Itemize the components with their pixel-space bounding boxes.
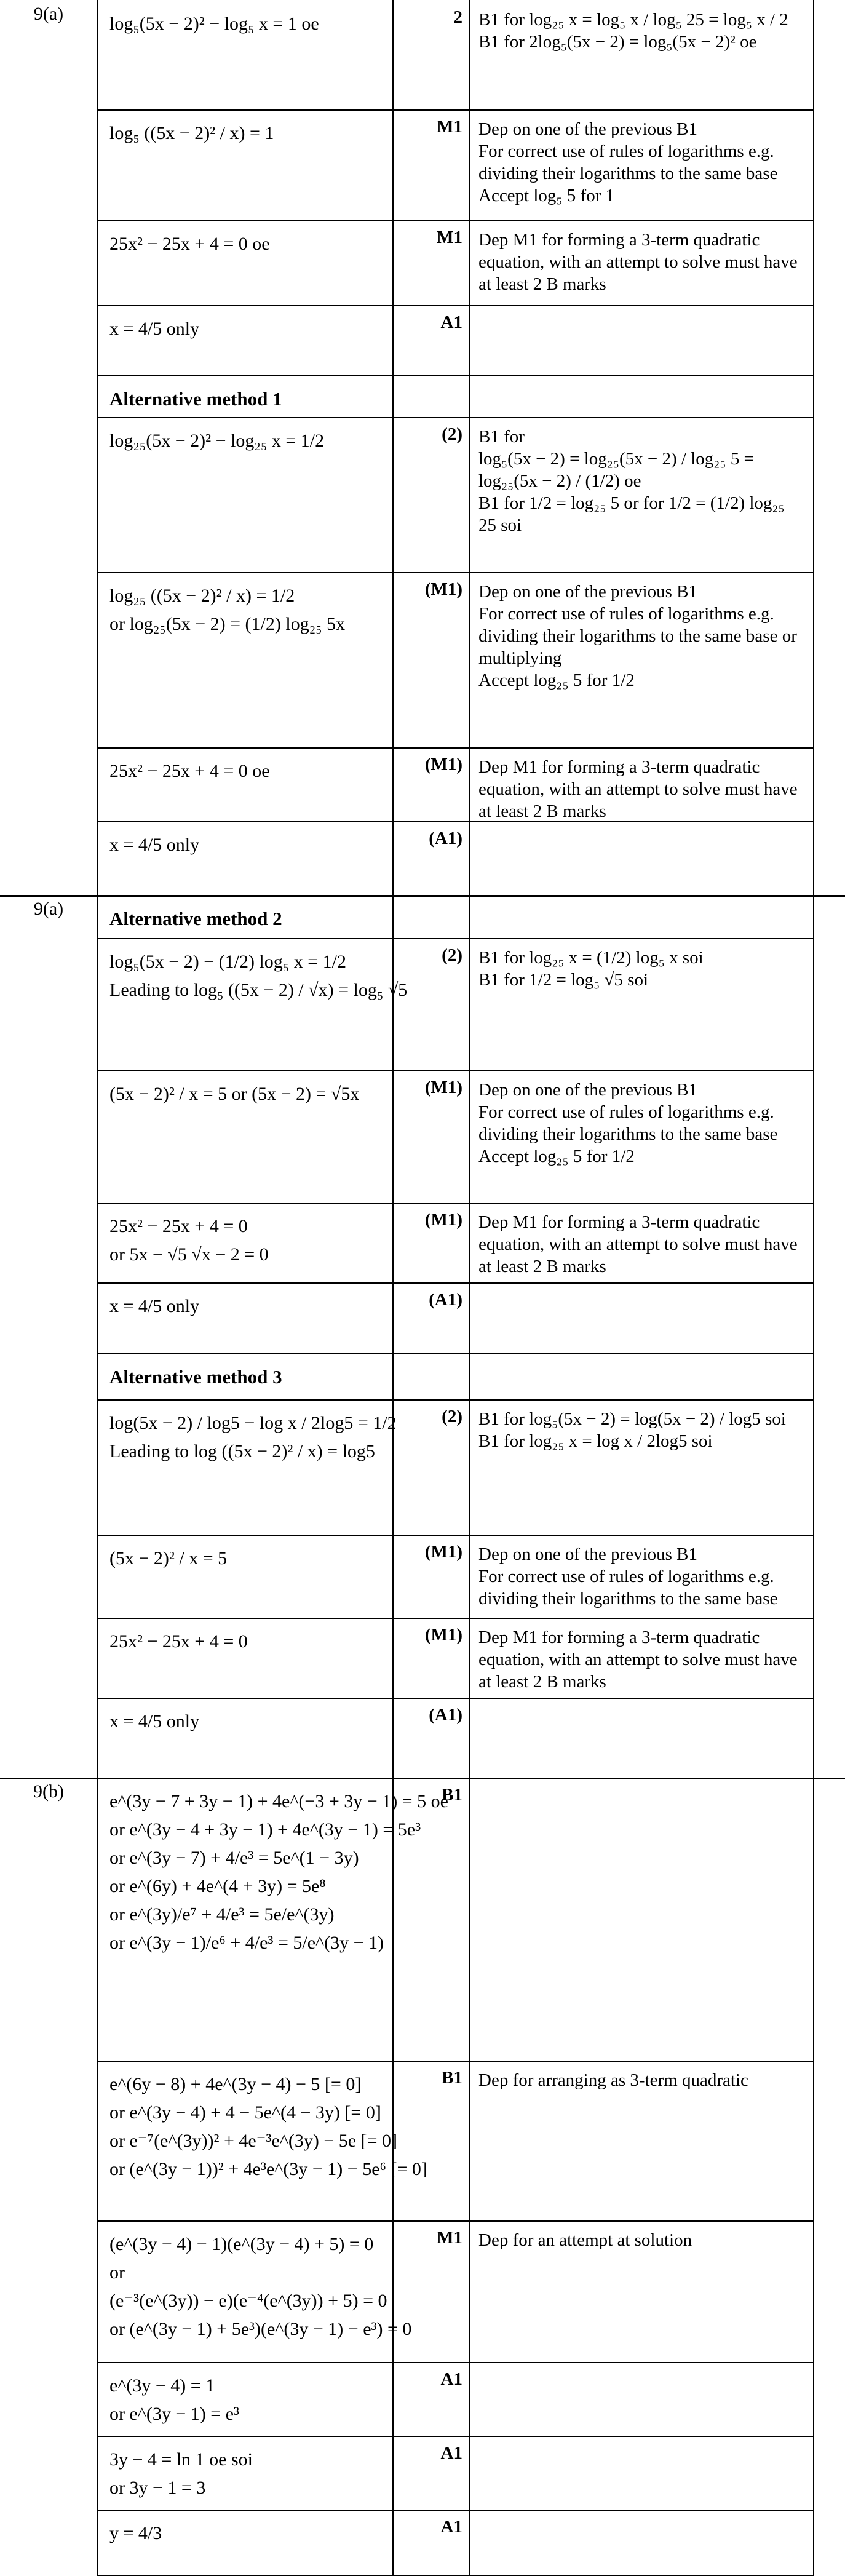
guidance-cell [469,747,813,821]
answer-cell [97,895,392,938]
question-number [0,2061,97,2220]
guidance-line: For correct use of rules of logarithms e.g. dividing their logarithms to the same base or multiplying [478,604,797,668]
guidance-line: Accept log₅ 5 for 1 [478,186,615,205]
row-divider [97,2061,813,2062]
guidance-cell [469,1353,813,1399]
question-number [0,417,97,572]
mark-value: (2) [442,1407,462,1426]
row-divider [0,1778,845,1779]
guidance-cell [469,220,813,305]
answer-cell [97,572,392,747]
answer-cell [97,2220,412,2362]
answer-line: log₅(5x − 2) − (1/2) log₅ x = 1/2 [109,952,346,972]
row-divider [97,747,813,749]
row-divider [97,2220,813,2222]
mark-value: (2) [442,945,462,965]
guidance-cell [469,1070,813,1203]
answer-line: or e⁻⁷(e^(3y))² + 4e⁻³e^(3y) − 5e [= 0] [109,2131,398,2151]
answer-cell [97,2510,392,2576]
question-number [0,1070,97,1203]
guidance-line: Dep M1 for forming a 3-term quadratic equation, with an attempt to solve must have at least 2 B marks [478,1212,798,1276]
answer-cell [97,1399,397,1535]
guidance-cell [469,821,813,895]
answer-cell [97,1618,392,1698]
column-divider [97,0,98,2576]
guidance-cell [469,2510,813,2576]
guidance-line: B1 for log₅(5x − 2) = log(5x − 2) / log5 soi [478,1409,786,1429]
row-divider [0,895,845,897]
answer-line: (e⁻³(e^(3y)) − e)(e⁻⁴(e^(3y)) + 5) = 0 [109,2291,387,2311]
scheme-row [0,1618,845,1698]
question-number [0,2436,97,2510]
answer-cell [97,1282,392,1353]
row-divider [97,305,813,306]
guidance-cell [469,1282,813,1353]
mark-value: A1 [440,312,462,332]
answer-cell [97,305,392,375]
row-divider [97,417,813,418]
scheme-row [0,1070,845,1203]
answer-cell [97,2362,392,2436]
answer-line: e^(6y − 8) + 4e^(3y − 4) − 5 [= 0] [109,2074,362,2094]
guidance-line: Dep M1 for forming a 3-term quadratic equation, with an attempt to solve must have at least 2 B marks [478,230,798,294]
guidance-cell [469,1399,813,1535]
answer-line: or e^(3y − 4) + 4 − 5e^(4 − 3y) [= 0] [109,2102,381,2123]
answer-line: or e^(3y − 4 + 3y − 1) + 4e^(3y − 1) = 5e³ [109,1819,421,1840]
guidance-cell [469,1203,813,1282]
scheme-row [0,2436,845,2510]
guidance-line: Dep M1 for forming a 3-term quadratic equation, with an attempt to solve must have at least 2 B marks [478,757,798,821]
scheme-row [0,1399,845,1535]
scheme-row [0,1698,845,1778]
guidance-line: B1 for log₂₅ x = log₅ x / log₅ 25 = log₅ x / 2 [478,10,788,30]
answer-line: (e^(3y − 4) − 1)(e^(3y − 4) + 5) = 0 [109,2234,374,2254]
scheme-row [0,109,845,220]
answer-cell [97,220,392,305]
guidance-line: Dep on one of the previous B1 [478,582,697,602]
question-number [0,1353,97,1399]
scheme-row [0,747,845,821]
answer-line: (5x − 2)² / x = 5 [109,1548,228,1568]
question-number [0,1535,97,1618]
scheme-row [0,1778,845,2061]
guidance-cell [469,0,813,109]
scheme-row [0,821,845,895]
answer-line: Leading to log₅ ((5x − 2) / √x) = log₅ √5 [109,980,408,1000]
mark-value: (A1) [429,829,462,848]
answer-line: x = 4/5 only [109,1711,200,1731]
column-divider [469,0,470,2576]
row-divider [97,2510,813,2511]
guidance-cell [469,2220,813,2362]
question-number: 9(a) [33,4,64,24]
answer-line: or 3y − 1 = 3 [109,2478,206,2498]
answer-cell [97,1070,392,1203]
mark-value: M1 [437,228,462,247]
question-number [0,220,97,305]
answer-line: x = 4/5 only [109,319,200,339]
scheme-row [0,938,845,1070]
mark-value: (2) [442,424,462,444]
scheme-row [0,2510,845,2576]
guidance-line: Dep on one of the previous B1 [478,1080,697,1100]
guidance-line: B1 for [478,427,525,447]
mark-value: (A1) [429,1705,462,1725]
guidance-cell [469,1698,813,1778]
answer-line: e^(3y − 7 + 3y − 1) + 4e^(−3 + 3y − 1) = 5 oe [109,1791,448,1811]
row-divider [97,1399,813,1401]
guidance-line: Accept log₂₅ 5 for 1/2 [478,670,635,690]
scheme-row [0,2220,845,2362]
row-divider [97,572,813,573]
guidance-line: B1 for log₂₅ x = log x / 2log5 soi [478,1431,713,1451]
method-heading: Alternative method 2 [109,908,282,929]
question-number [0,1618,97,1698]
guidance-cell [469,375,813,417]
mark-value: (M1) [424,1542,462,1562]
question-number [0,2362,97,2436]
answer-line: log₅(5x − 2)² − log₅ x = 1 oe [109,14,319,34]
row-divider [97,1618,813,1619]
answer-line: 25x² − 25x + 4 = 0 [109,1631,248,1652]
answer-cell [97,109,392,220]
guidance-cell [469,1535,813,1618]
answer-line: 25x² − 25x + 4 = 0 [109,1216,248,1236]
answer-line: or [109,2262,125,2283]
answer-line: 25x² − 25x + 4 = 0 oe [109,761,270,781]
answer-line: or log₂₅(5x − 2) = (1/2) log₂₅ 5x [109,614,346,634]
guidance-cell [469,572,813,747]
mark-value [392,1353,469,1399]
row-divider [97,938,813,939]
method-heading: Alternative method 1 [109,388,282,410]
answer-cell [97,1203,392,1282]
guidance-line: Dep on one of the previous B1 [478,1544,697,1564]
scheme-row [0,2061,845,2220]
guidance-line: For correct use of rules of logarithms e.g. dividing their logarithms to the same base [478,1567,778,1608]
answer-line: 25x² − 25x + 4 = 0 oe [109,234,270,254]
answer-line: or e^(3y)/e⁷ + 4/e³ = 5e/e^(3y) [109,1904,335,1925]
question-number [0,305,97,375]
question-number [0,938,97,1070]
mark-value: (M1) [424,1210,462,1230]
answer-cell [97,1353,392,1399]
row-divider [97,821,813,822]
row-divider [97,1535,813,1536]
guidance-line: B1 for log₂₅ x = (1/2) log₅ x soi [478,948,704,968]
answer-line: log₂₅ ((5x − 2)² / x) = 1/2 [109,586,295,606]
guidance-cell [469,2362,813,2436]
scheme-row [0,1282,845,1353]
scheme-row [0,305,845,375]
scheme-row [0,1535,845,1618]
guidance-line: B1 for 2log₅(5x − 2) = log₅(5x − 2)² oe [478,32,757,52]
answer-cell [97,375,392,417]
question-number [0,572,97,747]
answer-line: or e^(3y − 7) + 4/e³ = 5e^(1 − 3y) [109,1848,359,1868]
guidance-line: B1 for 1/2 = log₅ √5 soi [478,970,648,990]
mark-value: (M1) [424,1625,462,1645]
question-number: 9(b) [33,1781,64,1802]
mark-value: 2 [453,7,462,27]
answer-line: e^(3y − 4) = 1 [109,2375,215,2396]
scheme-row [0,417,845,572]
answer-cell [97,0,392,109]
question-number [0,2220,97,2362]
guidance-cell [469,305,813,375]
mark-value: A1 [440,2369,462,2389]
answer-cell [97,938,408,1070]
row-divider [97,375,813,376]
row-divider [97,1203,813,1204]
answer-line: or e^(3y − 1) = e³ [109,2404,240,2424]
question-number [0,1399,97,1535]
answer-cell [97,2436,392,2510]
scheme-row [0,0,845,109]
answer-cell [97,747,392,821]
guidance-cell [469,1618,813,1698]
mark-value: (M1) [424,1078,462,1097]
answer-cell [97,821,392,895]
question-number [0,1698,97,1778]
answer-line: (5x − 2)² / x = 5 or (5x − 2) = √5x [109,1084,360,1104]
row-divider [97,220,813,221]
answer-line: log₂₅(5x − 2)² − log₂₅ x = 1/2 [109,431,325,451]
mark-value: M1 [437,2228,462,2248]
row-divider [97,1282,813,1284]
guidance-line: log₅(5x − 2) = log₂₅(5x − 2) / log₂₅ 5 = log₂₅(5x − 2) / (1/2) oe [478,449,754,491]
question-number [0,109,97,220]
mark-value: A1 [440,2443,462,2463]
scheme-row [0,895,845,938]
mark-value: (M1) [424,579,462,599]
mark-value: B1 [442,1785,462,1805]
guidance-line: Dep on one of the previous B1 [478,119,697,139]
column-divider [813,0,814,2576]
row-divider [97,1353,813,1354]
scheme-row [0,572,845,747]
scheme-row [0,1203,845,1282]
scheme-row [0,375,845,417]
guidance-line: Accept log₂₅ 5 for 1/2 [478,1147,635,1166]
guidance-cell [469,938,813,1070]
row-divider [97,2436,813,2437]
question-number [0,1282,97,1353]
guidance-cell [469,895,813,938]
scheme-row [0,2362,845,2436]
answer-cell [97,1698,392,1778]
answer-line: Leading to log ((5x − 2)² / x) = log5 [109,1441,375,1461]
scheme-row [0,220,845,305]
answer-line: or (e^(3y − 1) + 5e³)(e^(3y − 1) − e³) = 0 [109,2319,412,2339]
scheme-row [0,1353,845,1399]
answer-line: or (e^(3y − 1))² + 4e³e^(3y − 1) − 5e⁶ [= 0] [109,2159,427,2179]
mark-value: (A1) [429,1290,462,1310]
question-number [0,747,97,821]
guidance-cell [469,2436,813,2510]
guidance-line: Dep for an attempt at solution [478,2230,692,2250]
answer-cell [97,1535,392,1618]
answer-line: 3y − 4 = ln 1 oe soi [109,2449,253,2470]
answer-cell [97,2061,427,2220]
mark-value [392,895,469,938]
answer-line: or 5x − √5 √x − 2 = 0 [109,1244,269,1265]
answer-line: y = 4/3 [109,2523,162,2543]
guidance-line: For correct use of rules of logarithms e.g. dividing their logarithms to the same base [478,141,778,183]
guidance-line: Dep for arranging as 3-term quadratic [478,2070,748,2090]
guidance-cell [469,109,813,220]
question-number [0,821,97,895]
mark-value: B1 [442,2068,462,2088]
row-divider [97,2362,813,2363]
question-number [0,375,97,417]
mark-value: (M1) [424,755,462,774]
method-heading: Alternative method 3 [109,1366,282,1388]
mark-value: A1 [440,2517,462,2537]
answer-line: or e^(6y) + 4e^(4 + 3y) = 5e⁸ [109,1876,326,1896]
guidance-line: B1 for 1/2 = log₂₅ 5 or for 1/2 = (1/2) log₂₅ 25 soi [478,493,785,535]
answer-line: log₅ ((5x − 2)² / x) = 1 [109,123,274,143]
question-number: 9(a) [33,899,64,919]
mark-value [392,375,469,417]
guidance-cell [469,2061,813,2220]
answer-line: or e^(3y − 1)/e⁶ + 4/e³ = 5/e^(3y − 1) [109,1933,384,1953]
column-divider [392,0,394,2576]
row-divider [97,1698,813,1699]
mark-value: M1 [437,117,462,137]
answer-line: x = 4/5 only [109,1296,200,1316]
row-divider [97,1070,813,1071]
question-number [0,1203,97,1282]
guidance-cell [469,417,813,572]
row-divider [97,109,813,111]
guidance-line: For correct use of rules of logarithms e.g. dividing their logarithms to the same base [478,1102,778,1144]
guidance-line: Dep M1 for forming a 3-term quadratic equation, with an attempt to solve must have at least 2 B marks [478,1628,798,1691]
answer-line: x = 4/5 only [109,835,200,855]
guidance-cell [469,1778,813,2061]
answer-cell [97,1778,448,2061]
answer-cell [97,417,392,572]
question-number [0,2510,97,2576]
answer-line: log(5x − 2) / log5 − log x / 2log5 = 1/2 [109,1413,397,1433]
